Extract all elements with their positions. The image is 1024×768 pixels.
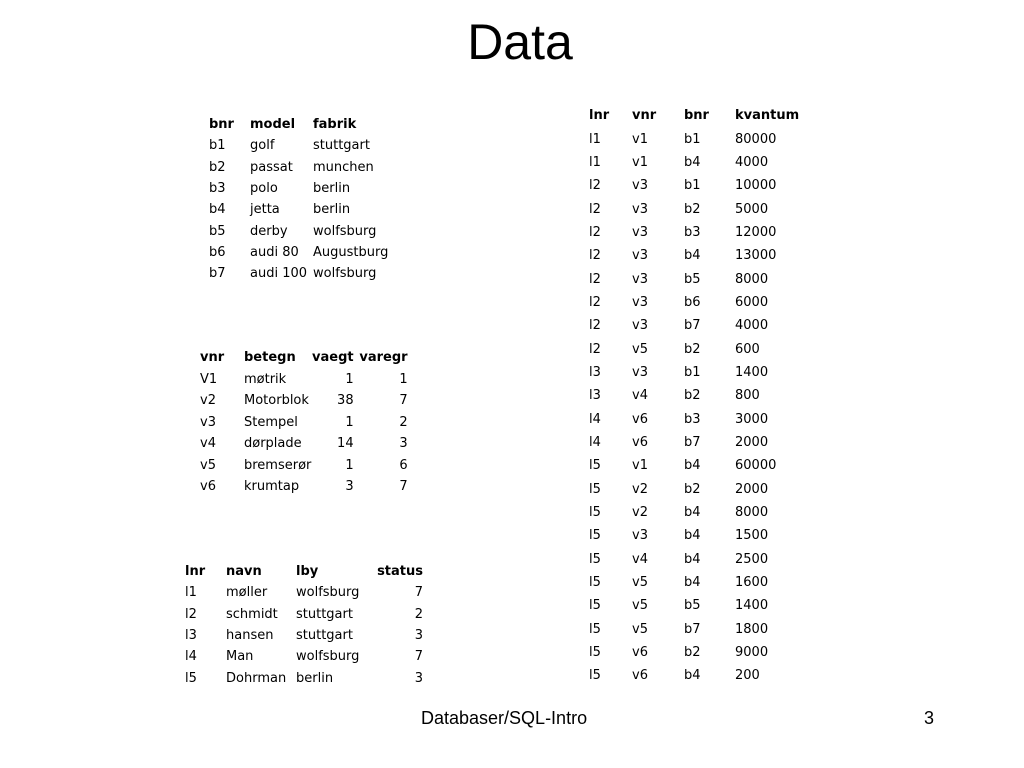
table-cell: munchen bbox=[313, 159, 374, 175]
table-cell: l1 bbox=[589, 154, 601, 170]
table-row bbox=[209, 135, 388, 156]
table-row bbox=[209, 263, 388, 284]
column-header: betegn bbox=[244, 350, 296, 366]
table-cell: v1 bbox=[632, 131, 648, 147]
table-cell: 2 bbox=[414, 606, 423, 622]
table-cell: b6 bbox=[684, 294, 701, 310]
table-cell: l3 bbox=[589, 388, 601, 404]
table-cell: b2 bbox=[684, 388, 701, 404]
table-cell: dørplade bbox=[244, 436, 302, 452]
table-cell: audi 80 bbox=[250, 244, 299, 260]
table-cell: Augustburg bbox=[313, 244, 389, 260]
table-row bbox=[589, 151, 799, 174]
column-header: fabrik bbox=[313, 117, 357, 133]
table-cell: v3 bbox=[200, 414, 216, 430]
table-row bbox=[589, 548, 799, 571]
column-header: lnr bbox=[185, 564, 206, 580]
table-cell: b1 bbox=[209, 138, 226, 154]
table-cell: 60000 bbox=[735, 458, 777, 474]
table-row bbox=[589, 314, 799, 337]
table-cell: b7 bbox=[684, 318, 701, 334]
table-cell: l2 bbox=[185, 606, 197, 622]
table-cell: l5 bbox=[589, 505, 601, 521]
table-cell: v6 bbox=[632, 668, 648, 684]
table-body bbox=[200, 369, 408, 498]
table-cell: l5 bbox=[589, 481, 601, 497]
column-header: kvantum bbox=[735, 108, 800, 124]
column-header: navn bbox=[226, 564, 262, 580]
table-row bbox=[589, 127, 799, 150]
table-cell: v3 bbox=[632, 248, 648, 264]
table-row bbox=[589, 174, 799, 197]
table-cell: b2 bbox=[684, 481, 701, 497]
table-cell: v5 bbox=[632, 621, 648, 637]
table-row bbox=[589, 431, 799, 454]
table-cell: l5 bbox=[589, 645, 601, 661]
table-cell: jetta bbox=[250, 202, 280, 218]
table-cell: golf bbox=[250, 138, 275, 154]
table-cell: b2 bbox=[684, 201, 701, 217]
table-row bbox=[589, 571, 799, 594]
table-cell: 1400 bbox=[735, 364, 769, 380]
slide-title: Data bbox=[467, 14, 573, 70]
table-cell: 2 bbox=[399, 414, 408, 430]
table-cell: wolfsburg bbox=[313, 266, 377, 282]
table-cell: 9000 bbox=[735, 645, 769, 661]
column-header: lnr bbox=[589, 108, 610, 124]
table-row bbox=[200, 390, 408, 412]
table-cell: 7 bbox=[399, 393, 408, 409]
table-cell: b2 bbox=[684, 341, 701, 357]
table-cell: b4 bbox=[684, 551, 701, 567]
table-cell: b4 bbox=[684, 505, 701, 521]
table-row bbox=[589, 361, 799, 384]
table-cell: l4 bbox=[589, 434, 601, 450]
table-cell: møtrik bbox=[244, 371, 287, 387]
table-row bbox=[200, 455, 408, 477]
table-cell: 1500 bbox=[735, 528, 769, 544]
table-cell: 8000 bbox=[735, 505, 769, 521]
table-cell: 2500 bbox=[735, 551, 769, 567]
table-cell: b3 bbox=[209, 181, 226, 197]
table-cell: v4 bbox=[632, 388, 648, 404]
table-cell: l4 bbox=[185, 649, 197, 665]
table-row bbox=[589, 197, 799, 220]
table-body bbox=[209, 135, 388, 284]
table-cell: b4 bbox=[684, 154, 701, 170]
table-cell: 4000 bbox=[735, 318, 769, 334]
table-cell: audi 100 bbox=[250, 266, 308, 282]
table-row bbox=[589, 641, 799, 664]
table-cell: 1800 bbox=[735, 621, 769, 637]
table-cell: l3 bbox=[589, 364, 601, 380]
table-cell: møller bbox=[226, 585, 268, 601]
table-cell: b5 bbox=[684, 598, 701, 614]
table-cell: 1600 bbox=[735, 575, 769, 591]
table-cell: v3 bbox=[632, 294, 648, 310]
table-cell: v4 bbox=[200, 436, 216, 452]
table-cell: b5 bbox=[684, 271, 701, 287]
table-cell: 7 bbox=[414, 649, 423, 665]
table-cell: 600 bbox=[735, 341, 760, 357]
table-row bbox=[200, 369, 408, 391]
table-cell: v1 bbox=[632, 154, 648, 170]
table-cell: l2 bbox=[589, 224, 601, 240]
table-cell: v3 bbox=[632, 364, 648, 380]
table-row bbox=[209, 178, 388, 199]
table-row bbox=[185, 604, 423, 625]
table-cell: l5 bbox=[589, 668, 601, 684]
table-cell: 38 bbox=[337, 393, 354, 409]
table-cell: l1 bbox=[589, 131, 601, 147]
table-cell: v2 bbox=[632, 481, 648, 497]
table-cell: 6000 bbox=[735, 294, 769, 310]
table-cell: l5 bbox=[589, 621, 601, 637]
table-cell: b4 bbox=[684, 528, 701, 544]
table-cell: v6 bbox=[632, 411, 648, 427]
table-cell: v3 bbox=[632, 178, 648, 194]
table-cell: wolfsburg bbox=[296, 649, 360, 665]
table-cell: v3 bbox=[632, 318, 648, 334]
table-cell: v3 bbox=[632, 201, 648, 217]
table-cell: stuttgart bbox=[296, 628, 353, 644]
table-cell: b4 bbox=[684, 248, 701, 264]
table-cell: Stempel bbox=[244, 414, 298, 430]
table-cell: Motorblok bbox=[244, 393, 309, 409]
table-row bbox=[185, 582, 423, 603]
table-row bbox=[589, 618, 799, 641]
table-cell: 10000 bbox=[735, 178, 777, 194]
table-cell: 12000 bbox=[735, 224, 777, 240]
table-cell: 1 bbox=[345, 457, 354, 473]
table-row bbox=[200, 433, 408, 455]
table-cell: l2 bbox=[589, 341, 601, 357]
table-cell: b4 bbox=[684, 458, 701, 474]
table-cell: v5 bbox=[632, 341, 648, 357]
table-cell: V1 bbox=[200, 371, 218, 387]
suppliers-table bbox=[185, 561, 423, 689]
page-number: 3 bbox=[924, 708, 935, 728]
cars-table bbox=[209, 114, 388, 284]
table-cell: v3 bbox=[632, 528, 648, 544]
table-cell: 5000 bbox=[735, 201, 769, 217]
table-row bbox=[589, 478, 799, 501]
table-cell: 3 bbox=[399, 436, 408, 452]
column-header: bnr bbox=[684, 108, 709, 124]
column-header: vnr bbox=[632, 108, 657, 124]
table-cell: b7 bbox=[684, 621, 701, 637]
table-cell: wolfsburg bbox=[296, 585, 360, 601]
table-cell: v5 bbox=[632, 598, 648, 614]
table-header-row bbox=[589, 104, 799, 127]
table-row bbox=[200, 412, 408, 434]
table-cell: l5 bbox=[589, 598, 601, 614]
table-cell: 3000 bbox=[735, 411, 769, 427]
table-cell: l5 bbox=[589, 458, 601, 474]
table-cell: l2 bbox=[589, 271, 601, 287]
table-cell: 200 bbox=[735, 668, 760, 684]
table-cell: b1 bbox=[684, 131, 701, 147]
table-cell: v2 bbox=[632, 505, 648, 521]
table-row bbox=[589, 291, 799, 314]
table-cell: 1 bbox=[345, 371, 354, 387]
table-cell: l2 bbox=[589, 248, 601, 264]
table-cell: wolfsburg bbox=[313, 223, 377, 239]
table-cell: 14 bbox=[337, 436, 354, 452]
table-cell: l5 bbox=[185, 670, 197, 686]
column-header: status bbox=[377, 564, 423, 580]
table-cell: polo bbox=[250, 181, 278, 197]
deliveries-table bbox=[589, 104, 799, 688]
table-cell: Man bbox=[226, 649, 254, 665]
table-cell: l5 bbox=[589, 575, 601, 591]
table-cell: v6 bbox=[200, 479, 216, 495]
table-cell: 4000 bbox=[735, 154, 769, 170]
column-header: varegr bbox=[359, 350, 408, 366]
table-cell: v1 bbox=[632, 458, 648, 474]
table-row bbox=[209, 220, 388, 241]
table-cell: v6 bbox=[632, 645, 648, 661]
table-body bbox=[185, 582, 423, 688]
column-header: vaegt bbox=[312, 350, 354, 366]
table-cell: b7 bbox=[684, 434, 701, 450]
table-row bbox=[589, 407, 799, 430]
table-cell: 8000 bbox=[735, 271, 769, 287]
table-cell: krumtap bbox=[244, 479, 300, 495]
table-cell: b2 bbox=[209, 159, 226, 175]
table-row bbox=[589, 337, 799, 360]
table-cell: v3 bbox=[632, 271, 648, 287]
table-cell: stuttgart bbox=[313, 138, 370, 154]
table-row bbox=[209, 199, 388, 220]
table-cell: stuttgart bbox=[296, 606, 353, 622]
table-cell: 7 bbox=[399, 479, 408, 495]
table-header-row bbox=[200, 347, 408, 369]
table-cell: b1 bbox=[684, 178, 701, 194]
table-cell: b6 bbox=[209, 244, 226, 260]
table-cell: 3 bbox=[345, 479, 354, 495]
table-cell: b3 bbox=[684, 224, 701, 240]
table-cell: b2 bbox=[684, 645, 701, 661]
table-header-row bbox=[209, 114, 388, 135]
table-row bbox=[185, 667, 423, 688]
table-cell: v5 bbox=[632, 575, 648, 591]
table-cell: b4 bbox=[209, 202, 226, 218]
table-cell: 1 bbox=[399, 371, 408, 387]
column-header: vnr bbox=[200, 350, 225, 366]
column-header: model bbox=[250, 117, 296, 133]
table-row bbox=[589, 664, 799, 687]
table-cell: 1 bbox=[345, 414, 354, 430]
table-cell: 80000 bbox=[735, 131, 777, 147]
table-cell: b7 bbox=[209, 266, 226, 282]
table-cell: berlin bbox=[313, 202, 351, 218]
table-cell: 7 bbox=[414, 585, 423, 601]
table-cell: l2 bbox=[589, 178, 601, 194]
table-row bbox=[589, 267, 799, 290]
table-cell: schmidt bbox=[226, 606, 278, 622]
table-row bbox=[589, 594, 799, 617]
table-row bbox=[185, 625, 423, 646]
table-row bbox=[589, 244, 799, 267]
table-cell: v2 bbox=[200, 393, 216, 409]
table-cell: l4 bbox=[589, 411, 601, 427]
table-row bbox=[589, 454, 799, 477]
table-cell: l2 bbox=[589, 201, 601, 217]
table-row bbox=[209, 242, 388, 263]
table-cell: 2000 bbox=[735, 481, 769, 497]
table-cell: 13000 bbox=[735, 248, 777, 264]
table-cell: Dohrman bbox=[226, 670, 287, 686]
parts-table bbox=[200, 347, 408, 498]
table-row bbox=[185, 646, 423, 667]
table-cell: v6 bbox=[632, 434, 648, 450]
table-cell: hansen bbox=[226, 628, 274, 644]
table-row bbox=[589, 384, 799, 407]
table-row bbox=[209, 157, 388, 178]
table-cell: v5 bbox=[200, 457, 216, 473]
table-cell: 1400 bbox=[735, 598, 769, 614]
table-cell: passat bbox=[250, 159, 293, 175]
table-cell: l5 bbox=[589, 528, 601, 544]
table-row bbox=[589, 524, 799, 547]
table-cell: 800 bbox=[735, 388, 760, 404]
table-cell: 3 bbox=[414, 670, 423, 686]
table-cell: l3 bbox=[185, 628, 197, 644]
table-cell: l2 bbox=[589, 318, 601, 334]
table-cell: v3 bbox=[632, 224, 648, 240]
table-cell: b4 bbox=[684, 575, 701, 591]
table-body bbox=[589, 127, 799, 687]
column-header: bnr bbox=[209, 117, 234, 133]
table-cell: berlin bbox=[296, 670, 334, 686]
table-header-row bbox=[185, 561, 423, 582]
table-cell: b1 bbox=[684, 364, 701, 380]
table-cell: 2000 bbox=[735, 434, 769, 450]
table-cell: l2 bbox=[589, 294, 601, 310]
column-header: lby bbox=[296, 564, 319, 580]
table-cell: l1 bbox=[185, 585, 197, 601]
table-cell: bremserør bbox=[244, 457, 312, 473]
table-row bbox=[200, 476, 408, 498]
table-cell: derby bbox=[250, 223, 288, 239]
table-row bbox=[589, 501, 799, 524]
table-cell: v4 bbox=[632, 551, 648, 567]
table-cell: b5 bbox=[209, 223, 226, 239]
table-cell: b3 bbox=[684, 411, 701, 427]
table-cell: 6 bbox=[399, 457, 408, 473]
footer-title: Databaser/SQL-Intro bbox=[421, 708, 588, 728]
table-row bbox=[589, 221, 799, 244]
table-cell: b4 bbox=[684, 668, 701, 684]
table-cell: berlin bbox=[313, 181, 351, 197]
table-cell: 3 bbox=[414, 628, 423, 644]
table-cell: l5 bbox=[589, 551, 601, 567]
